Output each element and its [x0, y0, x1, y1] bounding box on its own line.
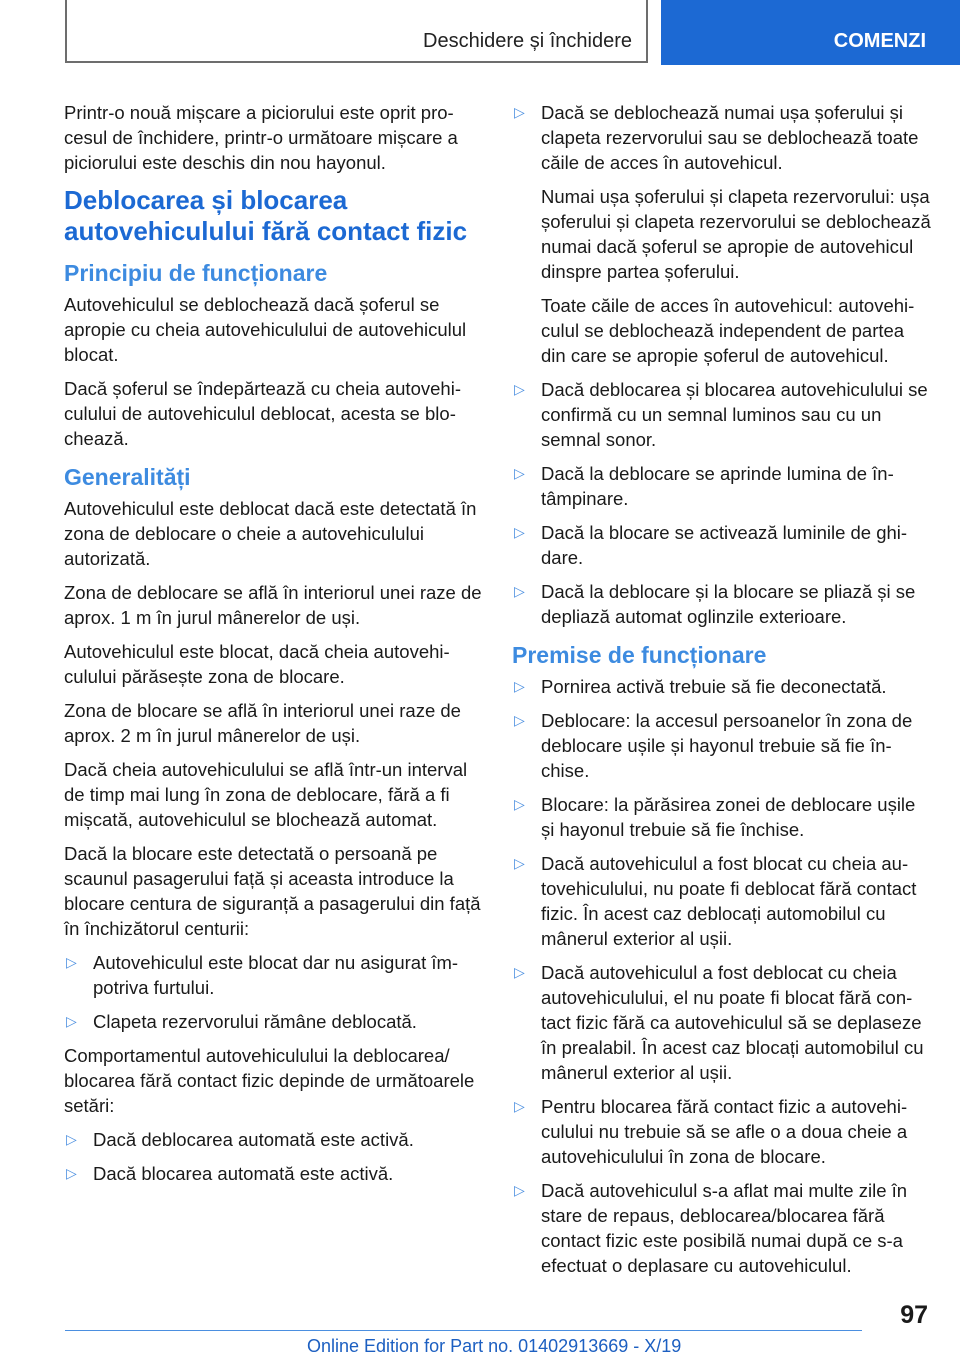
paragraph: Zona de blocare se află în interiorul unei raze de aprox. 2 m în jurul mânerelor de uși.: [64, 700, 461, 746]
list-item-text: Deblocare: la accesul persoanelor în zona de deblocare ușile și hayonul trebuie să fie închise.: [541, 710, 913, 781]
list-item: [512, 520, 932, 570]
list-item-text: Dacă autovehiculul a fost blocat cu cheia autovehiculului, nu poate fi deblocat fără contact fizic. În acest caz deblocați automobilul cu mânerul exterior al ușii.: [541, 853, 917, 949]
list-item-subtext: Toate căile de acces în autovehicul: autovehiculul se deblochează independent de partea din care se apropie șoferul de autovehicul.: [541, 295, 915, 366]
paragraph: Dacă la blocare este detectată o persoană pe scaunul pasagerului față și aceasta introduce la blocare centura de siguranță a pasagerului din față în închizătorul centurii:: [64, 843, 481, 939]
heading-principle: Principiu de funcționare: [64, 260, 328, 286]
bullet-triangle-icon: ▷: [514, 1098, 525, 1114]
list-item: [64, 1161, 482, 1186]
bullet-triangle-icon: ▷: [514, 1182, 525, 1198]
list-item-text: Dacă se deblochează numai ușa șoferului și clapeta rezervorului sau se deblochează toate căile de acces în autovehicul.: [541, 102, 919, 173]
list-item-text: Dacă la deblocare și la blocare se pliază și se depliază automat oglinzile exterioare.: [541, 581, 916, 627]
list-item-subtext: Numai ușa șoferului și clapeta rezervorului: ușa șoferului și clapeta rezervorului se deblochează numai dacă șoferul se apropie de autovehicul dinspre partea șoferului.: [541, 186, 931, 282]
section-tab: [65, 0, 648, 63]
paragraph: Autovehiculul este blocat, dacă cheia autovehiculului părăsește zona de blocare.: [64, 641, 450, 687]
list-item: [512, 708, 932, 783]
bullet-triangle-icon: ▷: [66, 1165, 77, 1181]
list-item: [512, 100, 932, 368]
paragraph: Comportamentul autovehiculului la deblocarea/ blocarea fără contact fizic depinde de următoarele setări:: [64, 1045, 475, 1116]
bullet-triangle-icon: ▷: [514, 964, 525, 980]
list-item-text: Dacă deblocarea și blocarea autovehiculului se confirmă cu un semnal luminos sau cu un semnal sonor.: [541, 379, 928, 450]
left-column: [64, 100, 482, 1195]
page-number: 97: [900, 1301, 928, 1329]
main-heading: Deblocarea și blocarea autovehiculului fără contact fizic: [64, 185, 468, 246]
chapter-tab: [661, 0, 960, 65]
list-item: [512, 1094, 932, 1169]
bullet-triangle-icon: ▷: [514, 796, 525, 812]
paragraph: Autovehiculul este deblocat dacă este detectată în zona de deblocare o cheie a autovehiculului autorizată.: [64, 498, 477, 569]
list-item: [512, 851, 932, 951]
list-item-text: Dacă autovehiculul a fost deblocat cu cheia autovehiculului, el nu poate fi blocat fără contact fizic fără ca autovehiculul să se deplaseze în prealabil. În acest caz blocați automobilul cu mânerul exterior al ușii.: [541, 962, 924, 1083]
list-item: [512, 674, 932, 699]
list-item-text: Pornirea activă trebuie să fie deconectată.: [541, 676, 887, 697]
bullet-triangle-icon: ▷: [66, 1131, 77, 1147]
list-item-text: Dacă autovehiculul s-a aflat mai multe zile în stare de repaus, deblocarea/blocarea fără contact fizic este posibilă numai după ce s-a efectuat o deplasare cu autovehiculul.: [541, 1180, 908, 1276]
list-item-text: Blocare: la părăsirea zonei de deblocare ușile și hayonul trebuie să fie închise.: [541, 794, 916, 840]
list-item: [512, 579, 932, 629]
bullet-triangle-icon: ▷: [66, 1013, 77, 1029]
list-item: [512, 960, 932, 1085]
paragraph: Zona de deblocare se află în interiorul unei raze de aprox. 1 m în jurul mânerelor de uși.: [64, 582, 482, 628]
intro-paragraph: Printr-o nouă mișcare a piciorului este oprit procesul de închidere, printr-o următoare mișcare a piciorului este deschis din nou hayonul.: [64, 102, 458, 173]
section-title: Deschidere și închidere: [423, 30, 632, 52]
list-item: [512, 377, 932, 452]
bullet-triangle-icon: ▷: [514, 855, 525, 871]
heading-general: Generalități: [64, 464, 191, 490]
paragraph: Autovehiculul se deblochează dacă șoferul se apropie cu cheia autovehiculului de autovehiculul blocat.: [64, 294, 467, 365]
chapter-title: COMENZI: [833, 30, 926, 52]
edition-footer: Online Edition for Part no. 01402913669 - X/19: [307, 1336, 682, 1356]
paragraph: Dacă cheia autovehiculului se află într-un interval de timp mai lung în zona de deblocare, fără a fi mișcată, autovehiculul se blochează automat.: [64, 759, 468, 830]
list-item: [64, 1127, 482, 1152]
bullet-triangle-icon: ▷: [514, 712, 525, 728]
right-column: [512, 100, 932, 1287]
heading-premise: Premise de funcționare: [512, 642, 767, 668]
bullet-triangle-icon: ▷: [66, 954, 77, 970]
bullet-triangle-icon: ▷: [514, 524, 525, 540]
list-item-text: Autovehiculul este blocat dar nu asigurat împotriva furtului.: [93, 952, 459, 998]
list-item: [512, 461, 932, 511]
list-item-text: Pentru blocarea fără contact fizic a autovehiculului nu trebuie să se afle o a doua cheie a autovehiculului în zona de blocare.: [541, 1096, 908, 1167]
list-item-text: Dacă la deblocare se aprinde lumina de întâmpinare.: [541, 463, 894, 509]
list-item-text: Dacă deblocarea automată este activă.: [93, 1129, 414, 1150]
list-item-text: Dacă la blocare se activează luminile de ghidare.: [541, 522, 908, 568]
bullet-triangle-icon: ▷: [514, 104, 525, 120]
list-item: [512, 1178, 932, 1278]
list-item-text: Clapeta rezervorului rămâne deblocată.: [93, 1011, 417, 1032]
footer-divider: [65, 1330, 862, 1331]
list-item: [512, 792, 932, 842]
bullet-triangle-icon: ▷: [514, 583, 525, 599]
paragraph: Dacă șoferul se îndepărtează cu cheia autovehiculului de autovehiculul deblocat, acesta se blochează.: [64, 378, 461, 449]
list-item: [64, 950, 482, 1000]
list-item-text: Dacă blocarea automată este activă.: [93, 1163, 394, 1184]
bullet-triangle-icon: ▷: [514, 465, 525, 481]
bullet-triangle-icon: ▷: [514, 678, 525, 694]
list-item: [64, 1009, 482, 1034]
bullet-triangle-icon: ▷: [514, 381, 525, 397]
